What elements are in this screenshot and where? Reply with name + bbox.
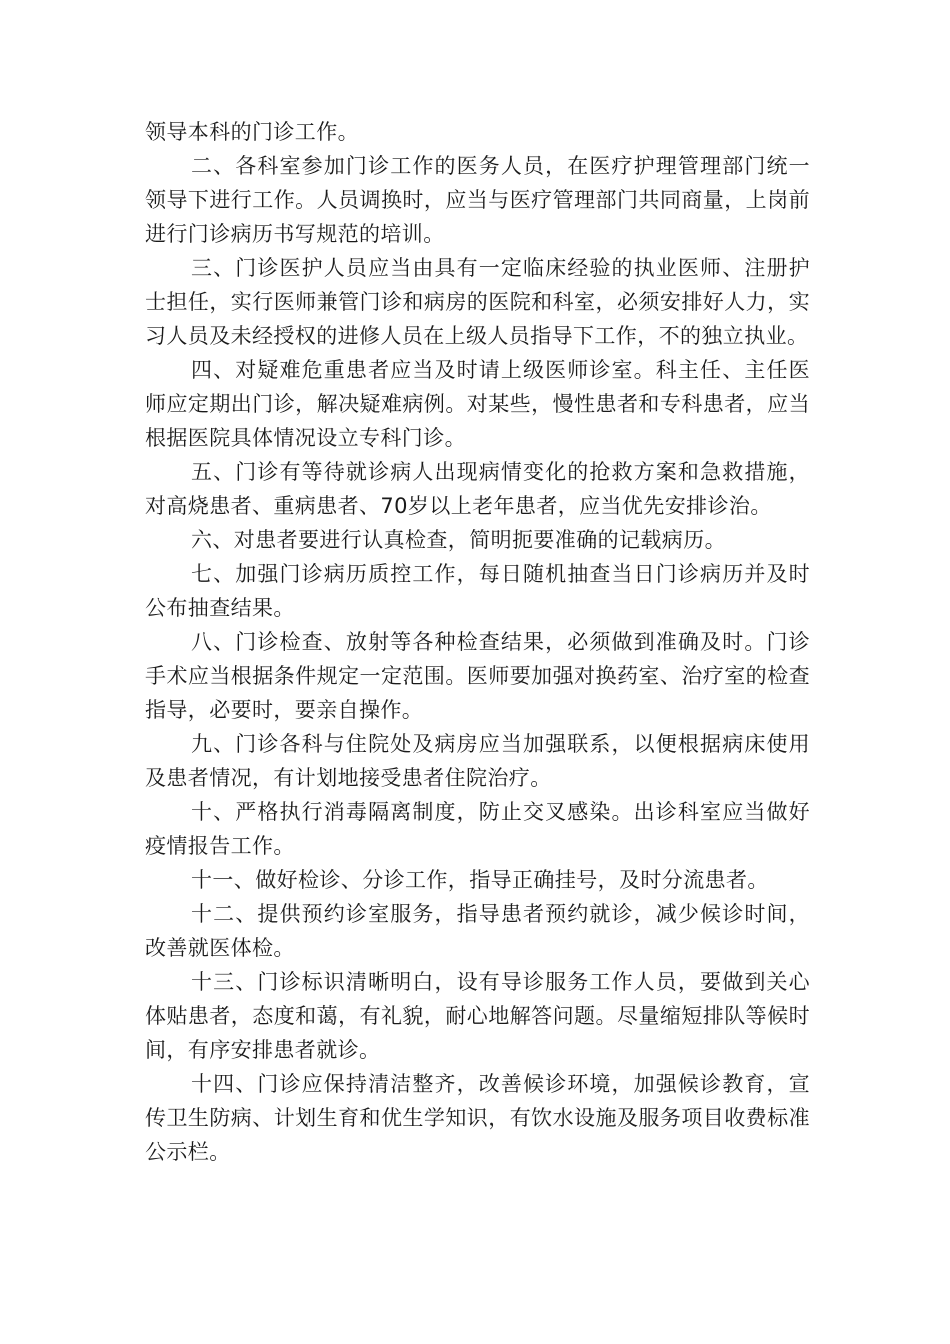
paragraph-item-14: 十四、门诊应保持清洁整齐，改善候诊环境，加强候诊教育，宣传卫生防病、计划生育和优生学知识，有饮水设施及服务项目收费标准公示栏。 xyxy=(145,1072,810,1164)
paragraph-continuation: 领导本科的门诊工作。 xyxy=(145,120,359,144)
paragraph-item-3: 三、门诊医护人员应当由具有一定临床经验的执业医师、注册护士担任，实行医师兼管门诊和病房的医院和科室，必须安排好人力，实习人员及未经授权的进修人员在上级人员指导下工作，不的独立执业。 xyxy=(145,256,810,348)
paragraph-item-4: 四、对疑难危重患者应当及时请上级医师诊室。科主任、主任医师应定期出门诊，解决疑难病例。对某些，慢性患者和专科患者，应当根据医院具体情况设立专科门诊。 xyxy=(145,358,810,450)
paragraph-item-10: 十、严格执行消毒隔离制度，防止交叉感染。出诊科室应当做好疫情报告工作。 xyxy=(145,800,810,858)
paragraph-item-2: 二、各科室参加门诊工作的医务人员，在医疗护理管理部门统一领导下进行工作。人员调换时，应当与医疗管理部门共同商量，上岗前进行门诊病历书写规范的培训。 xyxy=(145,154,810,246)
paragraph-item-12: 十二、提供预约诊室服务，指导患者预约就诊，减少候诊时间，改善就医体检。 xyxy=(145,902,810,960)
paragraph-item-9: 九、门诊各科与住院处及病房应当加强联系，以便根据病床使用及患者情况，有计划地接受患者住院治疗。 xyxy=(145,732,810,790)
paragraph-item-13: 十三、门诊标识清晰明白，设有导诊服务工作人员，要做到关心体贴患者，态度和蔼，有礼貌，耐心地解答问题。尽量缩短排队等候时间，有序安排患者就诊。 xyxy=(145,970,810,1062)
paragraph-item-5: 五、门诊有等待就诊病人出现病情变化的抢救方案和急救措施，对高烧患者、重病患者、70岁以上老年患者，应当优先安排诊治。 xyxy=(145,460,810,518)
document-body xyxy=(145,115,810,1169)
paragraph-item-6: 六、对患者要进行认真检查，简明扼要准确的记载病历。 xyxy=(191,528,726,552)
paragraph-item-7: 七、加强门诊病历质控工作，每日随机抽查当日门诊病历并及时公布抽查结果。 xyxy=(145,562,810,620)
paragraph-item-11: 十一、做好检诊、分诊工作，指导正确挂号，及时分流患者。 xyxy=(191,868,769,892)
paragraph-item-8: 八、门诊检查、放射等各种检查结果，必须做到准确及时。门诊手术应当根据条件规定一定范围。医师要加强对换药室、治疗室的检查指导，必要时，要亲自操作。 xyxy=(145,630,810,722)
